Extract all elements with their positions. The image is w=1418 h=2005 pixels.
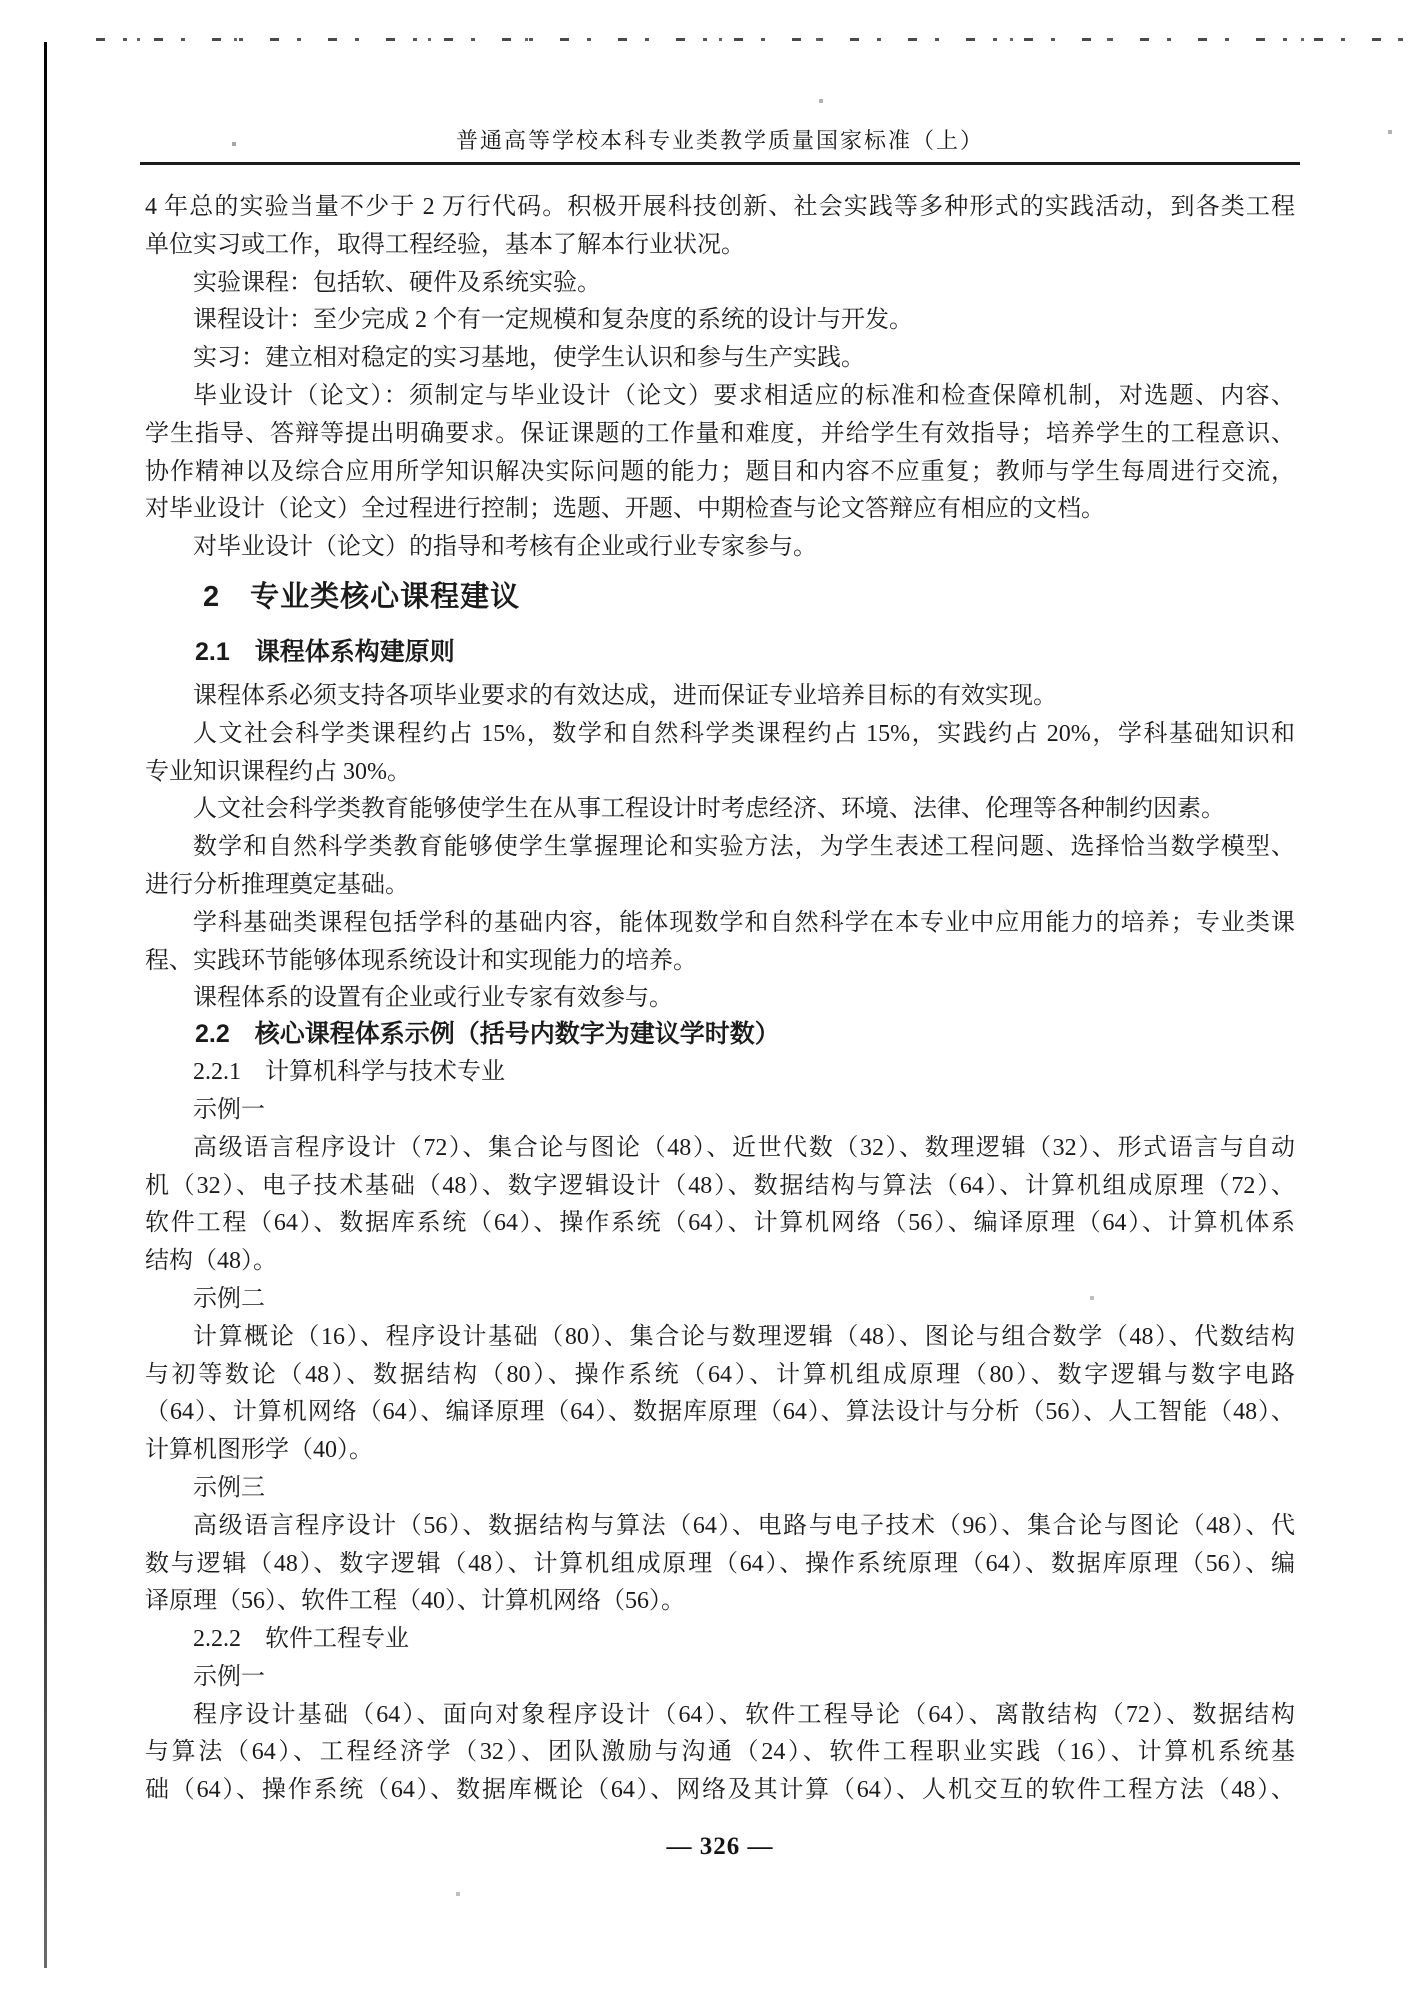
text-line: 高级语言程序设计（72）、集合论与图论（48）、近世代数（32）、数理逻辑（32）、形式语言与自动	[193, 1134, 1295, 1161]
text-line: 专业知识课程约占 30%。	[145, 758, 411, 785]
text-line: 课程设计：至少完成 2 个有一定规模和复杂度的系统的设计与开发。	[193, 307, 913, 334]
section-heading: 2 专业类核心课程建议	[203, 580, 521, 613]
text-line: 毕业设计（论文）：须制定与毕业设计（论文）要求相适应的标准和检查保障机制，对选题、内容、	[193, 382, 1295, 409]
text-line: 示例三	[193, 1474, 265, 1501]
section-heading: 2.2 核心课程体系示例（括号内数字为建议学时数）	[195, 1020, 780, 1049]
page-header	[145, 126, 1295, 156]
text-line: 础（64）、操作系统（64）、数据库概论（64）、网络及其计算（64）、人机交互的软件工程方法（48）、	[145, 1777, 1295, 1804]
text-line: 课程体系必须支持各项毕业要求的有效达成，进而保证专业培养目标的有效实现。	[193, 682, 1057, 709]
text-line: 实习：建立相对稳定的实习基地，使学生认识和参与生产实践。	[193, 345, 865, 372]
text-line: 结构（48）。	[145, 1248, 277, 1275]
text-line: 计算概论（16）、程序设计基础（80）、集合论与数理逻辑（48）、图论与组合数学（48）、代数结构	[193, 1323, 1295, 1350]
text-line: 数学和自然科学类教育能够使学生掌握理论和实验方法，为学生表述工程问题、选择恰当数学模型、	[193, 834, 1295, 861]
page-number: — 326 —	[666, 1833, 774, 1860]
scan-artifact-left-line	[44, 42, 47, 1968]
text-line: 计算机图形学（40）。	[145, 1437, 373, 1464]
text-line: 程序设计基础（64）、面向对象程序设计（64）、软件工程导论（64）、离散结构（72）、数据结构	[193, 1701, 1295, 1728]
text-line: 示例二	[193, 1285, 265, 1312]
text-line: 示例一	[193, 1096, 265, 1123]
text-line: 实验课程：包括软、硬件及系统实验。	[193, 269, 601, 296]
text-line: 学生指导、答辩等提出明确要求。保证课题的工作量和难度，并给学生有效指导；培养学生的工程意识、	[145, 420, 1295, 447]
text-line: 与算法（64）、工程经济学（32）、团队激励与沟通（24）、软件工程职业实践（16）、计算机系统基	[145, 1739, 1295, 1766]
scan-noise-dots	[0, 0, 2, 2]
text-line: 高级语言程序设计（56）、数据结构与算法（64）、电路与电子技术（96）、集合论与图论（48）、代	[193, 1512, 1295, 1539]
header-rule	[140, 162, 1300, 165]
header-title: 普通高等学校本科专业类教学质量国家标准（上）	[455, 128, 984, 153]
text-line: 单位实习或工作，取得工程经验，基本了解本行业状况。	[145, 231, 745, 258]
text-line: 程、实践环节能够体现系统设计和实现能力的培养。	[145, 947, 697, 974]
text-line: 与初等数论（48）、数据结构（80）、操作系统（64）、计算机组成原理（80）、数字逻辑与数字电路	[145, 1361, 1295, 1388]
text-line: 人文社会科学类课程约占 15%，数学和自然科学类课程约占 15%，实践约占 20%，学科基础知识和	[193, 720, 1295, 747]
text-line: 2.2.1 计算机科学与技术专业	[193, 1059, 505, 1086]
text-line: 译原理（56）、软件工程（40）、计算机网络（56）。	[145, 1588, 685, 1615]
text-line: 学科基础类课程包括学科的基础内容，能体现数学和自然科学在本专业中应用能力的培养；专业类课	[193, 909, 1295, 936]
text-line: 2.2.2 软件工程专业	[193, 1626, 409, 1653]
document-body	[145, 189, 1295, 1810]
scan-artifact-top-dashes	[96, 38, 1418, 41]
text-line: 4 年总的实验当量不少于 2 万行代码。积极开展科技创新、社会实践等多种形式的实践活动，到各类工程	[145, 194, 1295, 220]
text-line: 对毕业设计（论文）的指导和考核有企业或行业专家参与。	[193, 534, 817, 561]
text-line: 机（32）、电子技术基础（48）、数字逻辑设计（48）、数据结构与算法（64）、计算机组成原理（72）、	[145, 1172, 1295, 1199]
text-line: 协作精神以及综合应用所学知识解决实际问题的能力；题目和内容不应重复；教师与学生每周进行交流，	[145, 458, 1295, 485]
text-line: 软件工程（64）、数据库系统（64）、操作系统（64）、计算机网络（56）、编译原理（64）、计算机体系	[145, 1210, 1295, 1237]
text-line: （64）、计算机网络（64）、编译原理（64）、数据库原理（64）、算法设计与分析（56）、人工智能（48）、	[145, 1399, 1295, 1426]
text-line: 人文社会科学类教育能够使学生在从事工程设计时考虑经济、环境、法律、伦理等各种制约因素。	[193, 796, 1225, 823]
section-heading: 2.1 课程体系构建原则	[195, 637, 455, 666]
text-line: 对毕业设计（论文）全过程进行控制；选题、开题、中期检查与论文答辩应有相应的文档。	[145, 496, 1105, 523]
text-line: 数与逻辑（48）、数字逻辑（48）、计算机组成原理（64）、操作系统原理（64）、数据库原理（56）、编	[145, 1550, 1295, 1577]
text-line: 示例一	[193, 1663, 265, 1690]
text-line: 课程体系的设置有企业或行业专家有效参与。	[193, 985, 673, 1012]
text-line: 进行分析推理奠定基础。	[145, 871, 409, 898]
